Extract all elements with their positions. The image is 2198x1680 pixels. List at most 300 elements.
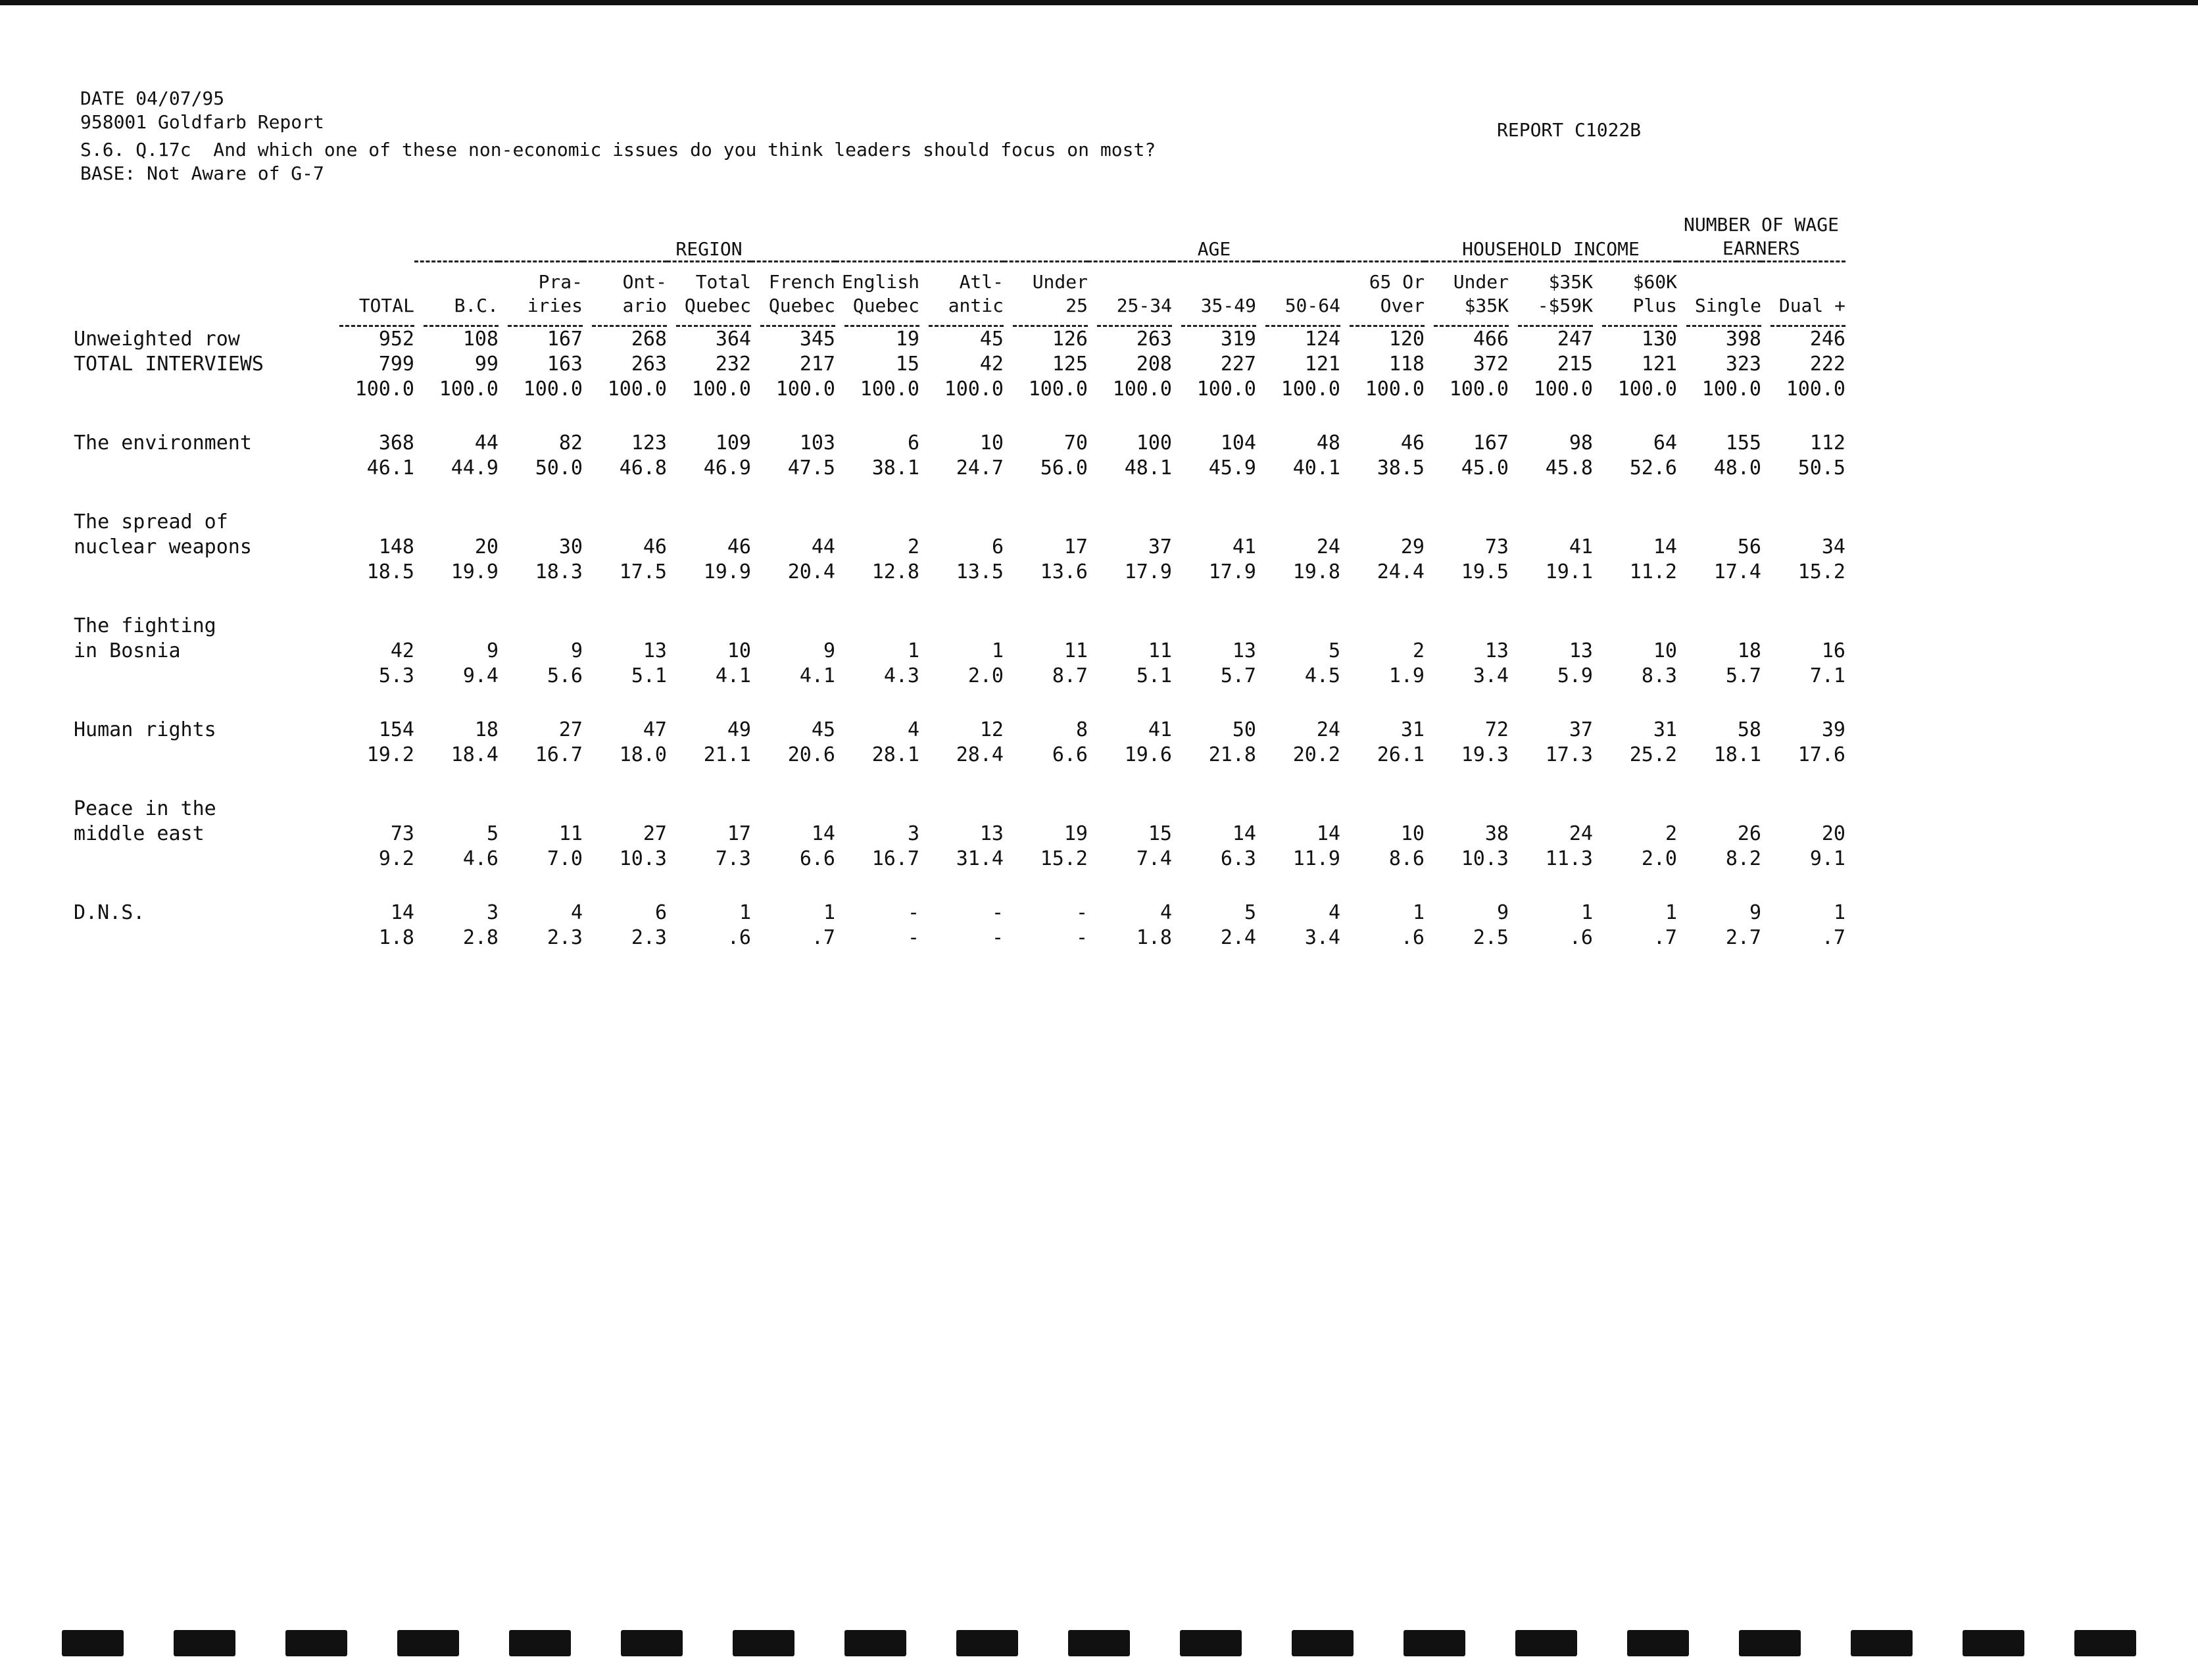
table-cell: 14: [1653, 535, 1677, 558]
column-header: Under: [1453, 271, 1509, 293]
table-cell: 14: [811, 822, 835, 845]
table-cell: 466: [1473, 328, 1509, 351]
table-cell: 46.8: [619, 457, 667, 480]
table-cell: [499, 614, 583, 639]
table-cell: [1509, 614, 1593, 639]
timing-mark: [62, 1630, 124, 1656]
column-rule: [667, 318, 751, 327]
crosstab-table: [74, 213, 1845, 951]
table-cell: 5.1: [631, 664, 667, 687]
row-label: Human rights: [74, 718, 216, 741]
table-cell: 17.9: [1208, 560, 1256, 583]
table-cell: 103: [799, 432, 835, 455]
column-rule: [583, 318, 667, 327]
column-header: Dual +: [1778, 295, 1845, 316]
table-cell: .7: [1653, 926, 1677, 949]
table-cell: 49: [727, 718, 751, 741]
table-cell: 50: [1232, 718, 1256, 741]
column-header: -$59K: [1537, 295, 1593, 316]
table-cell: 2.3: [631, 926, 667, 949]
column-rule: [835, 318, 919, 327]
table-cell: 44: [474, 432, 499, 455]
table-cell: 5.3: [378, 664, 414, 687]
timing-mark: [1404, 1630, 1465, 1656]
table-cell: 37: [1569, 718, 1593, 741]
table-cell: [919, 510, 1004, 535]
table-cell: 46.1: [366, 457, 414, 480]
table-cell: 263: [631, 353, 667, 376]
group-header-row: [74, 213, 1845, 262]
table-cell: 45: [979, 328, 1004, 351]
table-row: [74, 560, 1845, 585]
table-cell: 323: [1725, 353, 1761, 376]
table-cell: 13.5: [956, 560, 1004, 583]
table-cell: 46.9: [703, 457, 751, 480]
table-row: [74, 743, 1845, 768]
table-cell: 3: [907, 822, 919, 845]
table-cell: [499, 797, 583, 822]
table-row: [74, 926, 1845, 951]
table-cell: 4: [907, 718, 919, 741]
table-cell: 39: [1821, 718, 1845, 741]
row-label: middle east: [74, 822, 205, 845]
table-cell: 100.0: [439, 378, 499, 401]
table-cell: 208: [1136, 353, 1172, 376]
timing-mark: [1627, 1630, 1689, 1656]
table-cell: 46: [643, 535, 667, 558]
group-rule-row: [74, 262, 1845, 271]
timing-mark: [733, 1630, 794, 1656]
table-cell: 70: [1063, 432, 1088, 455]
table-cell: 2: [907, 535, 919, 558]
table-cell: 18.0: [619, 743, 667, 766]
table-cell: 121: [1304, 353, 1340, 376]
table-cell: .6: [1400, 926, 1425, 949]
table-cell: 2: [1412, 639, 1425, 662]
table-cell: [1172, 510, 1256, 535]
table-cell: 13.6: [1040, 560, 1088, 583]
table-cell: 100.0: [1533, 378, 1593, 401]
table-cell: 8: [1075, 718, 1088, 741]
table-cell: 100.0: [1617, 378, 1677, 401]
table-cell: 18.1: [1713, 743, 1761, 766]
table-cell: 25.2: [1629, 743, 1677, 766]
table-cell: 124: [1304, 328, 1340, 351]
table-cell: 45.8: [1545, 457, 1593, 480]
table-cell: 398: [1725, 328, 1761, 351]
timing-mark: [1851, 1630, 1913, 1656]
table-cell: 154: [378, 718, 414, 741]
column-header: $35K: [1464, 295, 1509, 316]
column-header: 35-49: [1200, 295, 1256, 316]
table-cell: 42: [979, 353, 1004, 376]
table-cell: 41: [1232, 535, 1256, 558]
table-cell: 2: [1665, 822, 1677, 845]
column-header: Quebec: [684, 295, 751, 316]
table-cell: [414, 614, 499, 639]
timing-mark: [956, 1630, 1018, 1656]
table-cell: 263: [1136, 328, 1172, 351]
table-cell: 5.6: [547, 664, 583, 687]
table-cell: 48.0: [1713, 457, 1761, 480]
table-cell: [835, 797, 919, 822]
column-header: [1256, 270, 1340, 294]
table-cell: 48.1: [1124, 457, 1172, 480]
table-cell: 1: [739, 901, 751, 924]
table-cell: 952: [378, 328, 414, 351]
table-cell: 3.4: [1304, 926, 1340, 949]
table-cell: 8.3: [1641, 664, 1677, 687]
table-cell: 100.0: [775, 378, 835, 401]
table-cell: 11: [558, 822, 583, 845]
table-cell: 11.9: [1292, 847, 1340, 870]
column-header: 25: [1065, 295, 1088, 316]
column-header: Over: [1380, 295, 1425, 316]
column-rule: [1677, 318, 1761, 327]
timing-mark: [2074, 1630, 2136, 1656]
table-cell: 130: [1641, 328, 1677, 351]
table-cell: 13: [1484, 639, 1509, 662]
table-cell: [1088, 510, 1172, 535]
table-cell: 121: [1641, 353, 1677, 376]
table-cell: [330, 614, 414, 639]
timing-mark: [1180, 1630, 1242, 1656]
table-cell: 148: [378, 535, 414, 558]
column-header: French: [768, 271, 835, 293]
table-cell: 24.4: [1377, 560, 1425, 583]
row-label: nuclear weapons: [74, 535, 252, 558]
table-cell: 46: [1400, 432, 1425, 455]
table-cell: [1088, 614, 1172, 639]
table-cell: [1677, 614, 1761, 639]
table-cell: [1593, 797, 1677, 822]
table-cell: [330, 510, 414, 535]
table-cell: 319: [1220, 328, 1256, 351]
table-cell: [1172, 797, 1256, 822]
table-cell: 4: [1160, 901, 1172, 924]
table-cell: 19.9: [451, 560, 499, 583]
group-header: REGION: [675, 238, 743, 260]
table-cell: 118: [1388, 353, 1425, 376]
table-cell: 4.3: [883, 664, 919, 687]
row-spacer: [74, 481, 1845, 510]
table-cell: 82: [558, 432, 583, 455]
table-cell: [1256, 510, 1340, 535]
timing-mark: [509, 1630, 571, 1656]
table-cell: 47: [643, 718, 667, 741]
group-rule: [414, 262, 1004, 271]
table-cell: 10: [1653, 639, 1677, 662]
table-cell: 26: [1737, 822, 1761, 845]
table-cell: 215: [1557, 353, 1593, 376]
table-cell: 155: [1725, 432, 1761, 455]
report-id: REPORT C1022B: [1497, 119, 1642, 141]
table-cell: 12: [979, 718, 1004, 741]
table-cell: 2.8: [462, 926, 499, 949]
table-row: [74, 614, 1845, 639]
column-header: Quebec: [768, 295, 835, 316]
row-label: [74, 377, 330, 402]
table-cell: 163: [547, 353, 583, 376]
column-header: [1761, 270, 1845, 294]
table-cell: 16.7: [871, 847, 919, 870]
table-cell: [1593, 510, 1677, 535]
table-cell: 100.0: [691, 378, 751, 401]
row-label: [74, 456, 330, 481]
table-cell: [1340, 797, 1425, 822]
timing-mark: [397, 1630, 459, 1656]
table-row: [74, 847, 1845, 872]
column-header: $35K: [1548, 271, 1593, 293]
table-cell: 100.0: [1701, 378, 1761, 401]
table-cell: -: [991, 926, 1004, 949]
table-cell: 15.2: [1797, 560, 1845, 583]
table-cell: 1.8: [1136, 926, 1172, 949]
table-cell: 123: [631, 432, 667, 455]
timing-mark: [1292, 1630, 1354, 1656]
timing-mark: [174, 1630, 235, 1656]
column-header: Pra-: [538, 271, 583, 293]
table-row: [74, 352, 1845, 377]
table-cell: 21.8: [1208, 743, 1256, 766]
table-cell: [1677, 510, 1761, 535]
timing-mark: [1739, 1630, 1801, 1656]
table-cell: 16: [1821, 639, 1845, 662]
table-cell: 6.6: [799, 847, 835, 870]
column-rule: [1088, 318, 1172, 327]
table-row: [74, 456, 1845, 481]
table-cell: 42: [390, 639, 414, 662]
table-cell: [414, 797, 499, 822]
table-cell: 38.1: [871, 457, 919, 480]
group-header: NUMBER OF WAGE EARNERS: [1683, 214, 1839, 259]
table-cell: 38.5: [1377, 457, 1425, 480]
table-cell: [1256, 797, 1340, 822]
table-cell: 11: [1148, 639, 1172, 662]
row-label: Unweighted row: [74, 328, 240, 351]
table-cell: 9.1: [1809, 847, 1845, 870]
table-cell: 10: [979, 432, 1004, 455]
table-cell: 6.6: [1052, 743, 1088, 766]
column-rule: [919, 318, 1004, 327]
table-cell: 4.1: [799, 664, 835, 687]
table-cell: 15: [895, 353, 919, 376]
table-cell: 10.3: [619, 847, 667, 870]
table-row: [74, 510, 1845, 535]
column-header: Plus: [1632, 295, 1677, 316]
table-row: [74, 431, 1845, 456]
table-cell: [330, 797, 414, 822]
table-cell: 10.3: [1461, 847, 1509, 870]
table-cell: 2.3: [547, 926, 583, 949]
column-header: Atl-: [959, 271, 1004, 293]
table-cell: 15.2: [1040, 847, 1088, 870]
column-header: Single: [1694, 295, 1761, 316]
table-cell: 10: [727, 639, 751, 662]
table-cell: 19.6: [1124, 743, 1172, 766]
table-cell: 100: [1136, 432, 1172, 455]
column-header: ario: [622, 295, 667, 316]
column-header: 65 Or: [1369, 271, 1425, 293]
table-cell: 9: [486, 639, 499, 662]
scan-top-edge: [0, 0, 2198, 5]
table-cell: [583, 510, 667, 535]
table-cell: 99: [474, 353, 499, 376]
column-rule: [1256, 318, 1340, 327]
column-header: iries: [527, 295, 583, 316]
timing-mark: [1515, 1630, 1577, 1656]
table-cell: 100.0: [523, 378, 583, 401]
table-cell: 108: [462, 328, 499, 351]
table-cell: 21.1: [703, 743, 751, 766]
table-cell: .6: [1569, 926, 1593, 949]
table-cell: 232: [715, 353, 751, 376]
column-rule: [1761, 318, 1845, 327]
column-rule: [751, 318, 835, 327]
table-cell: 1: [907, 639, 919, 662]
table-cell: 8.7: [1052, 664, 1088, 687]
table-cell: 20.2: [1292, 743, 1340, 766]
report-date: DATE 04/07/95: [80, 87, 225, 109]
table-cell: 167: [547, 328, 583, 351]
table-cell: 247: [1557, 328, 1593, 351]
table-cell: [1593, 614, 1677, 639]
table-cell: [1761, 510, 1845, 535]
table-cell: 31: [1400, 718, 1425, 741]
table-cell: [1004, 614, 1088, 639]
table-cell: 37: [1148, 535, 1172, 558]
table-cell: 222: [1809, 353, 1845, 376]
row-label: [74, 560, 330, 585]
table-cell: [835, 614, 919, 639]
table-cell: 3: [486, 901, 499, 924]
table-cell: 47.5: [787, 457, 835, 480]
column-rule-row: [74, 318, 1845, 327]
column-header: [1677, 270, 1761, 294]
column-header: B.C.: [454, 295, 499, 316]
table-cell: [1256, 614, 1340, 639]
table-cell: 15: [1148, 822, 1172, 845]
table-cell: 30: [558, 535, 583, 558]
table-cell: [1425, 510, 1509, 535]
table-cell: 13: [643, 639, 667, 662]
table-cell: 8.6: [1388, 847, 1425, 870]
table-cell: [919, 797, 1004, 822]
table-cell: [499, 510, 583, 535]
table-row: [74, 664, 1845, 689]
table-cell: 112: [1809, 432, 1845, 455]
table-cell: 217: [799, 353, 835, 376]
table-cell: 16.7: [535, 743, 583, 766]
table-cell: -: [1075, 901, 1088, 924]
table-cell: 38: [1484, 822, 1509, 845]
row-label: in Bosnia: [74, 639, 181, 662]
table-cell: -: [907, 926, 919, 949]
table-cell: 24.7: [956, 457, 1004, 480]
table-cell: 246: [1809, 328, 1845, 351]
table-cell: 9.2: [378, 847, 414, 870]
column-rule: [1340, 318, 1425, 327]
table-cell: [1172, 614, 1256, 639]
table-cell: 44.9: [451, 457, 499, 480]
table-cell: 52.6: [1629, 457, 1677, 480]
column-header-row: [74, 270, 1845, 294]
column-header: TOTAL: [358, 295, 414, 316]
table-row: [74, 377, 1845, 402]
table-cell: 24: [1569, 822, 1593, 845]
table-cell: 4.1: [715, 664, 751, 687]
timing-mark: [621, 1630, 683, 1656]
table-cell: 19: [895, 328, 919, 351]
table-cell: 9.4: [462, 664, 499, 687]
table-cell: 1: [991, 639, 1004, 662]
table-cell: [1425, 614, 1509, 639]
column-rule: [330, 318, 414, 327]
column-header: Quebec: [852, 295, 919, 316]
row-label: [74, 743, 330, 768]
table-cell: 100.0: [1365, 378, 1425, 401]
table-cell: 6: [654, 901, 667, 924]
table-cell: 120: [1388, 328, 1425, 351]
table-cell: -: [991, 901, 1004, 924]
table-cell: 17: [727, 822, 751, 845]
table-cell: [667, 614, 751, 639]
table-cell: .7: [811, 926, 835, 949]
column-header: 50-64: [1284, 295, 1340, 316]
table-cell: 45: [811, 718, 835, 741]
row-label: [74, 664, 330, 689]
table-cell: [414, 510, 499, 535]
table-cell: 6: [991, 535, 1004, 558]
table-cell: 4: [1328, 901, 1340, 924]
table-cell: 27: [643, 822, 667, 845]
group-rule: [1677, 262, 1845, 271]
table-cell: 9: [1496, 901, 1509, 924]
table-cell: [1677, 797, 1761, 822]
table-cell: 14: [390, 901, 414, 924]
table-cell: 4.5: [1304, 664, 1340, 687]
table-cell: 34: [1821, 535, 1845, 558]
table-cell: 24: [1316, 718, 1340, 741]
table-cell: 64: [1653, 432, 1677, 455]
row-spacer: [74, 402, 1845, 431]
table-cell: 73: [390, 822, 414, 845]
table-cell: 10: [1400, 822, 1425, 845]
table-cell: [751, 510, 835, 535]
table-cell: 19.5: [1461, 560, 1509, 583]
table-cell: 19.3: [1461, 743, 1509, 766]
row-label: D.N.S.: [74, 901, 145, 924]
table-cell: 100.0: [354, 378, 414, 401]
report-name: 958001 Goldfarb Report: [80, 111, 324, 133]
row-spacer: [74, 585, 1845, 614]
table-cell: 41: [1569, 535, 1593, 558]
timing-mark: [285, 1630, 347, 1656]
table-cell: 29: [1400, 535, 1425, 558]
row-label: [74, 847, 330, 872]
row-label: The fighting: [74, 614, 216, 637]
table-cell: 31: [1653, 718, 1677, 741]
table-cell: 2.4: [1220, 926, 1256, 949]
table-cell: [1088, 797, 1172, 822]
row-label: The environment: [74, 432, 252, 455]
table-cell: 268: [631, 328, 667, 351]
table-cell: [1340, 510, 1425, 535]
table-cell: 50.0: [535, 457, 583, 480]
table-cell: 4.6: [462, 847, 499, 870]
row-label: [74, 926, 330, 951]
table-cell: 5.9: [1557, 664, 1593, 687]
